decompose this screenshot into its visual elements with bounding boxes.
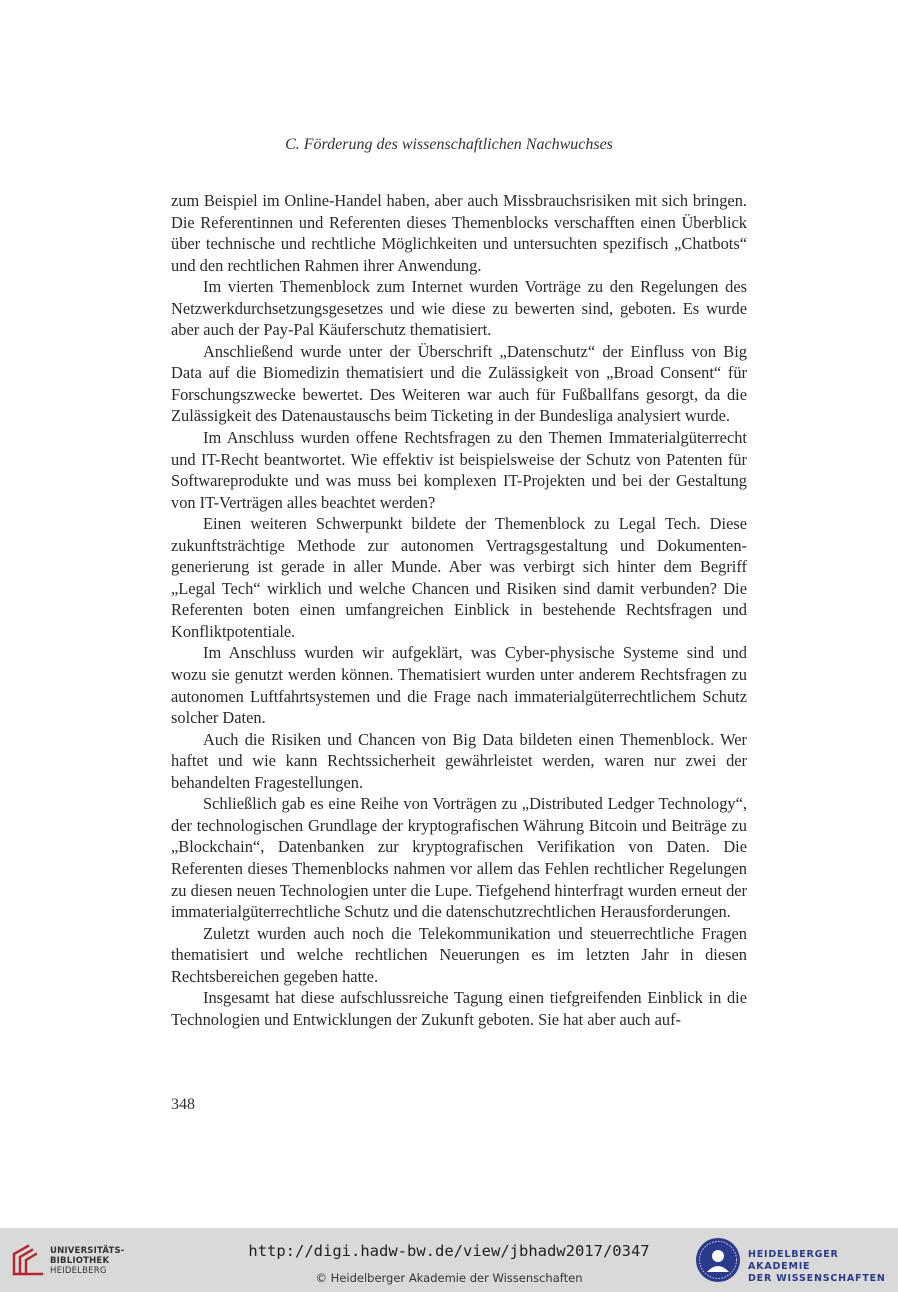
hadw-line-1: HEIDELBERGER AKADEMIE <box>748 1249 839 1272</box>
paragraph-4: Im Anschluss wurden offene Rechtsfragen zu den Themen Immaterialgüterrecht und IT-Recht beantwortet. Wie effektiv ist beispielsweise der Schutz von Patenten für Softwareprodukte und was muss bei komplexen IT-Projekten und bei der Gestaltung von IT-Verträgen alles beachtet werden? <box>171 428 747 512</box>
running-head: C. Förderung des wissenschaftlichen Nachwuchses <box>285 136 613 153</box>
paragraph-9: Zuletzt wurden auch noch die Telekommunikation und steuerrechtliche Fragen thematisiert und welche rechtlichen Neuerungen es im letzten Jahr in diesen Rechtsbereichen gegeben hatte. <box>171 923 747 986</box>
permalink-url[interactable]: http://digi.hadw-bw.de/view/jbhadw2017/0347 <box>248 1242 650 1260</box>
paragraph-3: Anschließend wurde unter der Überschrift „Datenschutz“ der Einfluss von Big Data auf die Biomedizin thematisiert und die Zulässigkeit von „Broad Consent“ für Forschungszwecke bewertet. Des Weiteren war auch für Fußballfans gesorgt, da die Zulässigkeit des Datenaustauschs beim Ticketing in der Bundesliga analysiert wurde. <box>171 341 747 426</box>
paragraph-6: Im Anschluss wurden wir aufgeklärt, was Cyber-physische Systeme sind und wozu sie genutzt werden können. Thematisiert wurden unter anderem Rechtsfragen zu autonomen Luftfahrtsystemen und die Frage nach immaterialgüterrechtlichem Schutz solcher Daten. <box>171 643 747 728</box>
academy-wordmark <box>748 1249 894 1285</box>
ub-line-3: HEIDELBERG <box>50 1266 107 1276</box>
ub-line-2: BIBLIOTHEK <box>50 1256 110 1266</box>
paragraph-10: Insgesamt hat diese aufschlussreiche Tagung einen tiefgreifenden Einblick in die Technologien und Entwicklungen der Zukunft geboten. Sie hat aber auch auf- <box>171 988 747 1029</box>
paragraph-1: zum Beispiel im Online-Handel haben, aber auch Missbrauchsrisiken mit sich bringen. Die Referentinnen und Referenten dieses Themenblocks verschafften einen Überblick über technische und rechtliche Möglichkeiten und untersuchten spezifisch „Chatbots“ und den rechtlichen Rahmen ihrer Anwendung. <box>171 191 747 275</box>
ub-line-1: UNIVERSITÄTS- <box>50 1246 125 1256</box>
paragraph-5: Einen weiteren Schwerpunkt bildete der Themenblock zu Legal Tech. Diese zukunftsträchtige Methode zur autonomen Vertragsgestaltung und Dokumentengenerierung ist gerade in aller Munde. Aber was verbirgt sich hinter dem Begriff „Legal Tech“ wirklich und welche Chancen und Risiken sind damit verbunden? Die Referenten boten einen umfangreichen Einblick in bestehende Rechtsfragen und Konfliktpotentiale. <box>171 514 747 641</box>
paragraph-7: Auch die Risiken und Chancen von Big Data bildeten einen Themenblock. Wer haftet und wie kann Rechtssicherheit gewährleistet werden, waren nur zwei der behandelten Fragestellungen. <box>171 729 747 792</box>
hadw-line-2: DER WISSENSCHAFTEN <box>748 1273 886 1284</box>
paragraph-2: Im vierten Themenblock zum Internet wurden Vorträge zu den Regelungen des Netzwerkdurchsetzungsgesetzes und wie diese zu bewerten sind, geboten. Es wurde aber auch der Pay-Pal Käuferschutz thematisiert. <box>171 277 747 340</box>
copyright-notice: © Heidelberger Akademie der Wissenschaften <box>315 1271 583 1285</box>
academy-seal-icon <box>694 1236 742 1284</box>
paragraph-8: Schließlich gab es eine Reihe von Vorträgen zu „Distributed Ledger Technology“, der technologischen Grundlage der kryptografischen Währung Bitcoin und Beiträge zu „Blockchain“, Datenbanken zur kryptografischen Verifikation von Daten. Die Referenten dieses Themenblocks nahmen vor allem das Fehlen rechtlicher Regelungen zu diesen neuen Technologien unter die Lupe. Tiefgehend hinterfragt wurden erneut der immaterialgüterrechtliche Schutz und die datenschutzrechtlichen Herausforderungen. <box>171 794 747 922</box>
page-number: 348 <box>171 1096 195 1113</box>
body-text <box>171 190 747 1030</box>
academy-logo[interactable] <box>694 1236 894 1286</box>
viewer-footer <box>0 1228 898 1292</box>
